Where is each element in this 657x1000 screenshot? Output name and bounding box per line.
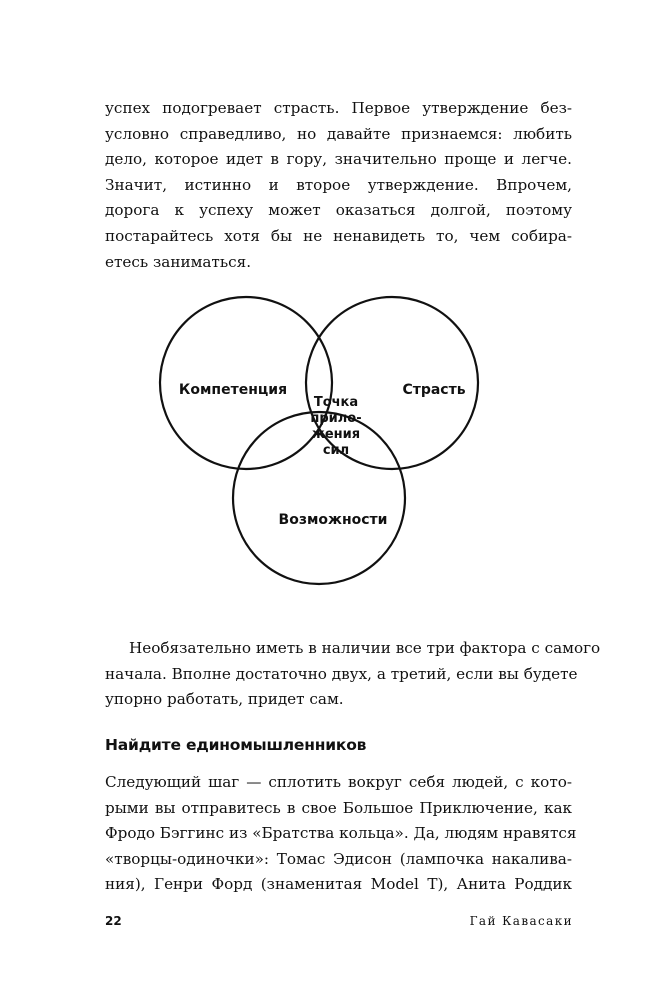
text-line: условно справедливо, но давайте признаемся: любить	[105, 124, 572, 143]
paragraph-intro	[105, 96, 572, 275]
text-line: рыми вы отправитесь в свое Большое Приключение, как	[105, 798, 572, 817]
text-line: Необязательно иметь в наличии все три фактора с самого	[129, 639, 601, 657]
section-heading: Найдите единомышленников	[105, 736, 367, 754]
opportunities-label: Возможности	[278, 512, 388, 528]
text-line: етесь заниматься.	[105, 252, 252, 271]
text-line: успех подогревает страсть. Первое утверждение без-	[105, 99, 572, 117]
intersection-label-line: прило-	[310, 411, 362, 426]
text-line: Значит, истинно и второе утверждение. Впрочем,	[105, 175, 572, 194]
competence-label: Компетенция	[178, 382, 288, 398]
text-line: дело, которое идет в гору, значительно проще и легче.	[105, 150, 572, 169]
paragraph-team	[105, 770, 577, 898]
text-line: «творцы-одиночки»: Томас Эдисон (лампочка накалива-	[105, 849, 572, 868]
text-line: ния), Генри Форд (знаменитая Model T), Анита Роддик	[105, 875, 572, 894]
paragraph-factors	[105, 636, 601, 713]
passion-label: Страсть	[402, 382, 466, 398]
running-author: Гай Кавасаки	[469, 914, 573, 928]
text-line: Фродо Бэггинс из «Братства кольца». Да, людям нравятся	[105, 824, 577, 843]
text-line: дорога к успеху может оказаться долгой, поэтому	[105, 201, 572, 220]
text-line: постарайтесь хотя бы не ненавидеть то, чем собира-	[105, 226, 572, 245]
text-line: начала. Вполне достаточно двух, а третий, если вы будете	[105, 664, 578, 683]
page-number: 22	[105, 914, 122, 928]
text-line: упорно работать, придет сам.	[105, 690, 344, 709]
intersection-label-line: жения	[311, 427, 361, 442]
venn-diagram	[150, 280, 530, 600]
text-line: Следующий шаг — сплотить вокруг себя людей, с кото-	[105, 773, 572, 791]
intersection-label-line: сил	[322, 443, 350, 458]
intersection-label-line: Точка	[313, 395, 359, 410]
